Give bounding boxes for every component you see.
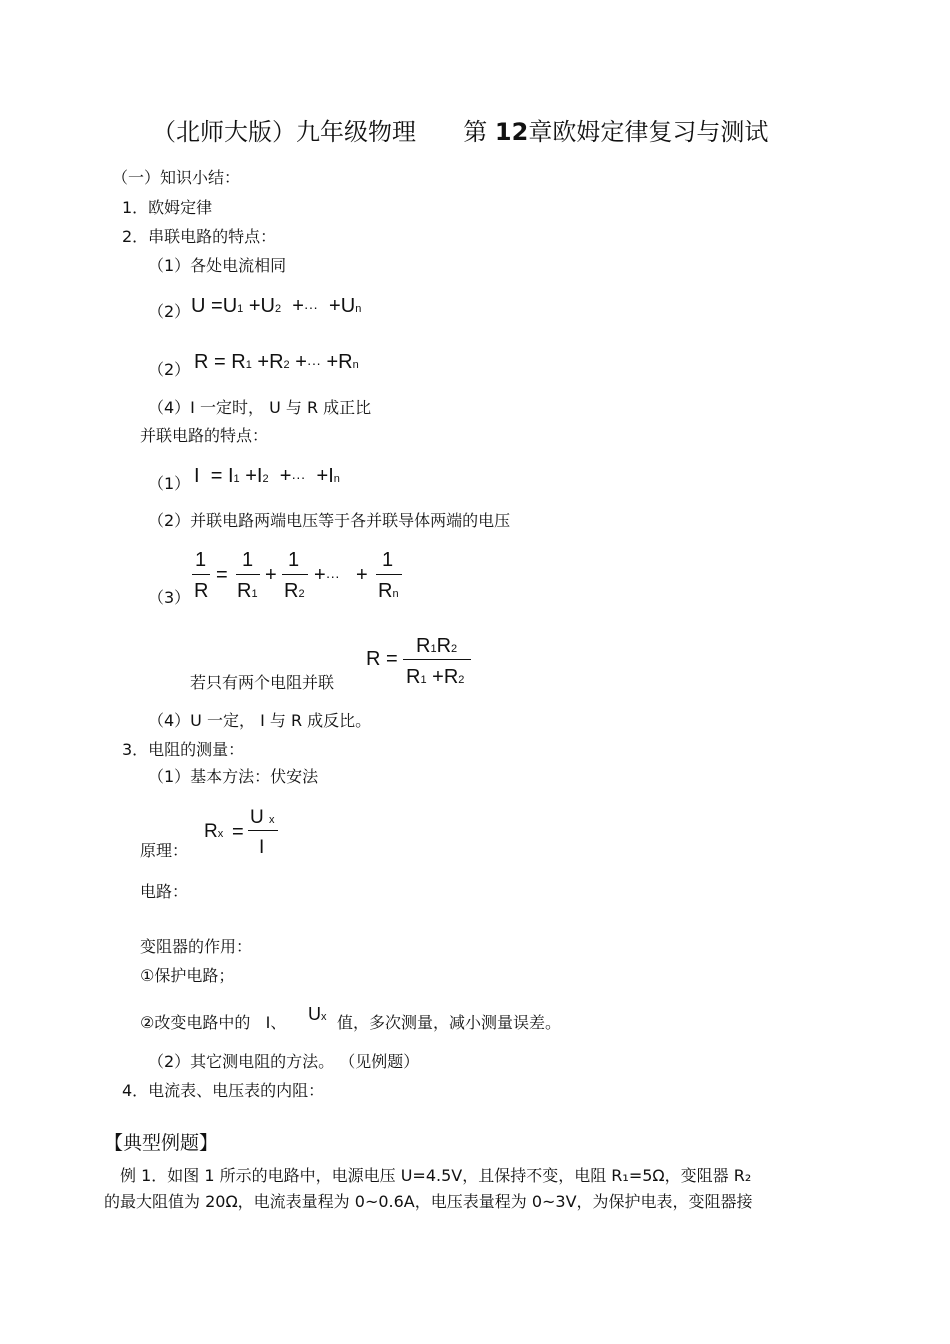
role-change-ux: Ux <box>308 1004 327 1024</box>
item-ohm-law: 1．欧姆定律 <box>122 198 213 217</box>
series-resistance-formula: R = R1 +R2 +··· +Rn <box>194 351 359 373</box>
rheostat-role: 变阻器的作用： <box>140 937 253 956</box>
parallel-heading: 并联电路的特点： <box>140 426 269 445</box>
parallel-inverse: （4）U 一定， I 与 R 成反比。 <box>148 711 372 730</box>
example-1-line-1: 例 1．如图 1 所示的电路中，电源电压 U=4.5V，且保持不变，电阻 R₁=5Ω，变阻器 R₂ <box>120 1166 752 1185</box>
role-change-tail: 值，多次测量，减小测量误差。 <box>337 1013 562 1032</box>
principle-label: 原理： <box>140 841 189 860</box>
role-change: ②改变电路中的 I、 <box>140 1013 287 1032</box>
parallel-voltage: （2）并联电路两端电压等于各并联导体两端的电压 <box>148 511 511 530</box>
title-prefix: （北师大版）九年级物理 <box>152 118 416 146</box>
parallel-current-formula: I = I1 +I2 +··· +In <box>194 465 340 487</box>
basic-method: （1）基本方法：伏安法 <box>148 767 319 786</box>
series-voltage-label: （2） <box>148 302 191 321</box>
item-meters: 4．电流表、电压表的内阻： <box>122 1081 325 1100</box>
item-measurement: 3．电阻的测量： <box>122 740 245 759</box>
examples-heading: 【典型例题】 <box>104 1132 219 1154</box>
series-current: （1）各处电流相同 <box>148 256 287 275</box>
title-number: 12 <box>494 118 529 146</box>
section-summary: （一）知识小结： <box>112 168 241 187</box>
two-parallel-note: 若只有两个电阻并联 <box>190 673 335 692</box>
example-1-line-2: 的最大阻值为 20Ω，电流表量程为 0~0.6A，电压表量程为 0~3V，为保护电表，变阻器接 <box>104 1192 753 1211</box>
series-voltage-formula: U =U1 +U2 +··· +Un <box>191 295 362 317</box>
item-series: 2．串联电路的特点： <box>122 227 277 246</box>
title-suffix: 章欧姆定律复习与测试 <box>528 118 769 146</box>
parallel-resistance-label: （3） <box>148 588 191 607</box>
page-title <box>152 120 768 144</box>
title-chapter: 第 <box>463 118 488 146</box>
parallel-current-label: （1） <box>148 474 191 493</box>
role-protect: ①保护电路； <box>140 966 235 985</box>
series-resistance-label: （2） <box>148 360 191 379</box>
series-proportional: （4）I 一定时， U 与 R 成正比 <box>148 398 372 417</box>
circuit-label: 电路： <box>140 882 189 901</box>
other-methods: （2）其它测电阻的方法。 （见例题） <box>148 1052 420 1071</box>
